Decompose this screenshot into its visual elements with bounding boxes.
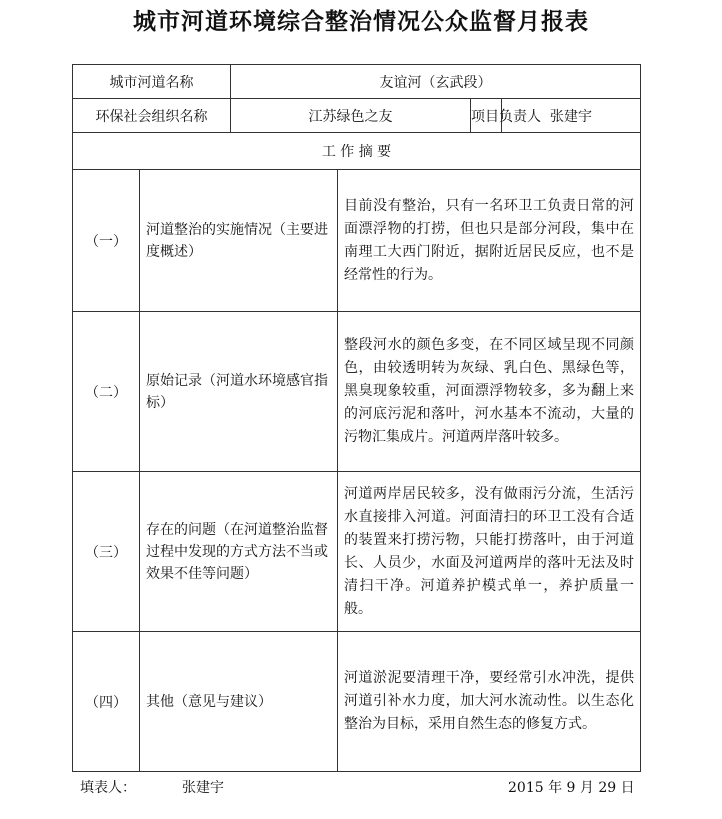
section-content: 整段河水的颜色多变，在不同区域呈现不同颜色，由较透明转为灰绿、乳白色、黑绿色等，黑臭现象较重，河面漂浮物较多，多为翻上来的河底污泥和落叶，河水基本不流动，大量的污物汇集成片。河道两岸落叶较多。 bbox=[338, 312, 641, 472]
org-row bbox=[73, 99, 641, 133]
section-number: （四） bbox=[73, 632, 140, 772]
section-row bbox=[73, 632, 641, 772]
river-name-label: 城市河道名称 bbox=[73, 65, 231, 99]
section-number: （一） bbox=[73, 170, 140, 312]
section-row bbox=[73, 472, 641, 632]
section-label: 存在的问题（在河道整治监督过程中发现的方式方法不当或效果不佳等问题） bbox=[140, 472, 338, 632]
section-content: 河道两岸居民较多，没有做雨污分流，生活污水直接排入河道。河面清扫的环卫工没有合适的装置来打捞污物，只能打捞落叶，由于河道长、人员少，水面及河道两岸的落叶无法及时清扫干净。河道养护模式单一，养护质量一般。 bbox=[338, 472, 641, 632]
report-date: 2015 年 9 月 29 日 bbox=[508, 780, 635, 796]
section-content: 河道淤泥要清理干净，要经常引水冲洗，提供河道引补水力度，加大河水流动性。以生态化整治为目标，采用自然生态的修复方式。 bbox=[338, 632, 641, 772]
filler-label: 填表人： bbox=[80, 780, 136, 796]
report-table bbox=[72, 64, 641, 772]
section-row bbox=[73, 170, 641, 312]
section-label: 原始记录（河道水环境感官指标） bbox=[140, 312, 338, 472]
org-name-value: 江苏绿色之友 bbox=[231, 99, 471, 133]
section-content: 目前没有整治，只有一名环卫工负责日常的河面漂浮物的打捞，但也只是部分河段，集中在南理工大西门附近，据附近居民反应，也不是经常性的行为。 bbox=[338, 170, 641, 312]
project-leader-label: 项目负责人 bbox=[471, 99, 502, 133]
section-number: （二） bbox=[73, 312, 140, 472]
org-name-label: 环保社会组织名称 bbox=[73, 99, 231, 133]
summary-header-row bbox=[73, 133, 641, 170]
section-label: 其他（意见与建议） bbox=[140, 632, 338, 772]
section-number: （三） bbox=[73, 472, 140, 632]
report-title: 城市河道环境综合整治情况公众监督月报表 bbox=[133, 8, 589, 35]
filler-name: 张建宇 bbox=[182, 780, 224, 796]
river-name-value: 友谊河（玄武段） bbox=[231, 65, 641, 99]
project-leader-value: 张建宇 bbox=[502, 99, 641, 133]
section-row bbox=[73, 312, 641, 472]
section-label: 河道整治的实施情况（主要进度概述） bbox=[140, 170, 338, 312]
river-name-row bbox=[73, 65, 641, 99]
work-summary-header: 工 作 摘 要 bbox=[73, 133, 641, 170]
